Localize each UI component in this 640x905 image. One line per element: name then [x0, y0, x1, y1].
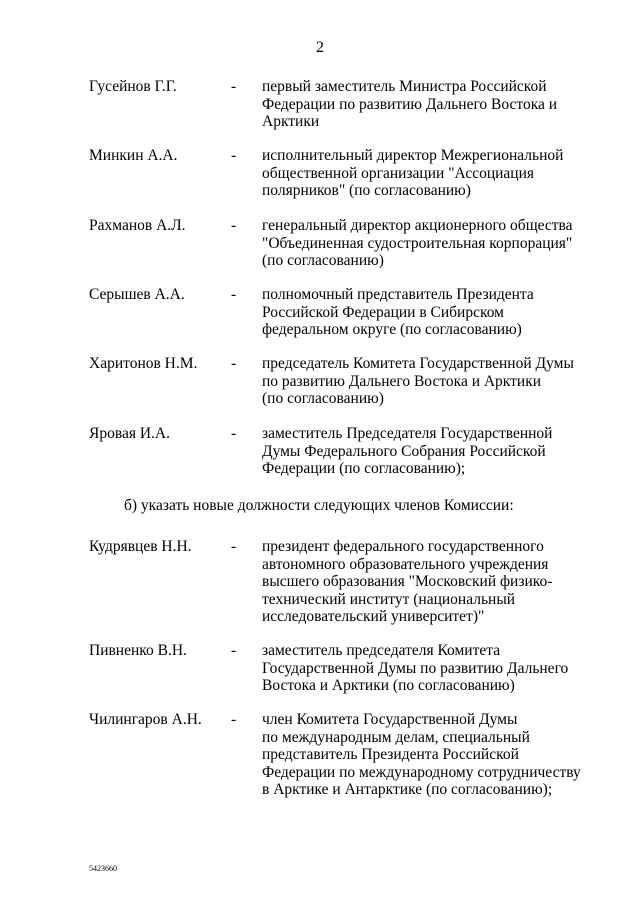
position-line: "Объединенная судостроительная корпорация"	[262, 234, 573, 252]
member-position	[262, 217, 592, 270]
member-position	[262, 78, 592, 131]
position-line: федеральном округе (по согласованию)	[262, 321, 522, 338]
position-line: Востока и Арктики (по согласованию)	[262, 677, 515, 694]
member-name: Пивненко В.Н.	[89, 642, 187, 659]
position-line: президент федерального государственного	[262, 538, 544, 555]
separator-dash: -	[231, 147, 237, 164]
separator-dash: -	[231, 217, 237, 234]
separator-dash: -	[231, 78, 237, 95]
position-line: автономного образовательного учреждения	[262, 555, 549, 573]
member-name: Рахманов А.Л.	[89, 217, 186, 234]
position-line: (по согласованию)	[262, 390, 384, 407]
position-line: полярников" (по согласованию)	[262, 182, 471, 199]
member-name: Харитонов Н.М.	[89, 355, 198, 372]
position-line: представитель Президента Российской	[262, 746, 519, 763]
separator-dash: -	[231, 425, 237, 442]
position-line: в Арктике и Антарктике (по согласованию);	[262, 781, 553, 798]
member-name: Чилингаров А.Н.	[89, 711, 202, 728]
separator-dash: -	[231, 642, 237, 659]
separator-dash: -	[231, 355, 237, 372]
position-line: исследовательский университет)"	[262, 608, 485, 625]
member-position	[262, 355, 592, 408]
position-line: по международным делам, специальный	[262, 728, 530, 746]
member-name: Серышев А.А.	[89, 286, 185, 303]
position-line: заместитель Председателя Государственной	[262, 425, 553, 442]
position-line: высшего образования "Московский физико-	[262, 573, 553, 590]
member-position	[262, 147, 592, 200]
position-line: общественной организации "Ассоциация	[262, 164, 535, 182]
position-line: (по согласованию)	[262, 252, 384, 269]
member-name: Яровая И.А.	[89, 425, 170, 442]
position-line: Думы Федерального Собрания Российской	[262, 442, 546, 460]
position-line: член Комитета Государственной Думы	[262, 711, 518, 728]
document-code: 5423660	[89, 864, 117, 873]
position-line: по развитию Дальнего Востока и Арктики	[262, 372, 542, 390]
member-name: Минкин А.А.	[89, 147, 178, 164]
member-name: Кудрявцев Н.Н.	[89, 538, 192, 555]
position-line: Российской Федерации в Сибирском	[262, 303, 504, 321]
member-position	[262, 538, 592, 626]
position-line: первый заместитель Министра Российской	[262, 78, 547, 95]
separator-dash: -	[231, 286, 237, 303]
position-line: технический институт (национальный	[262, 590, 516, 608]
page-number: 2	[316, 39, 324, 56]
position-line: Федерации по международному сотрудничеству	[262, 763, 581, 781]
member-position	[262, 286, 592, 339]
member-position	[262, 425, 592, 478]
separator-dash: -	[231, 711, 237, 728]
position-line: председатель Комитета Государственной Думы	[262, 355, 574, 372]
position-line: Федерации по развитию Дальнего Востока и	[262, 95, 558, 113]
position-line: Арктики	[262, 113, 320, 130]
member-name: Гусейнов Г.Г.	[89, 78, 177, 95]
separator-dash: -	[231, 538, 237, 555]
position-line: заместитель председателя Комитета	[262, 642, 501, 659]
position-line: генеральный директор акционерного общества	[262, 217, 573, 234]
member-position	[262, 711, 592, 799]
member-position	[262, 642, 592, 695]
position-line: Государственной Думы по развитию Дальнего	[262, 659, 569, 677]
position-line: исполнительный директор Межрегиональной	[262, 147, 564, 164]
section-heading: б) указать новые должности следующих членов Комиссии:	[124, 497, 514, 514]
position-line: полномочный представитель Президента	[262, 286, 534, 303]
position-line: Федерации (по согласованию);	[262, 460, 466, 477]
